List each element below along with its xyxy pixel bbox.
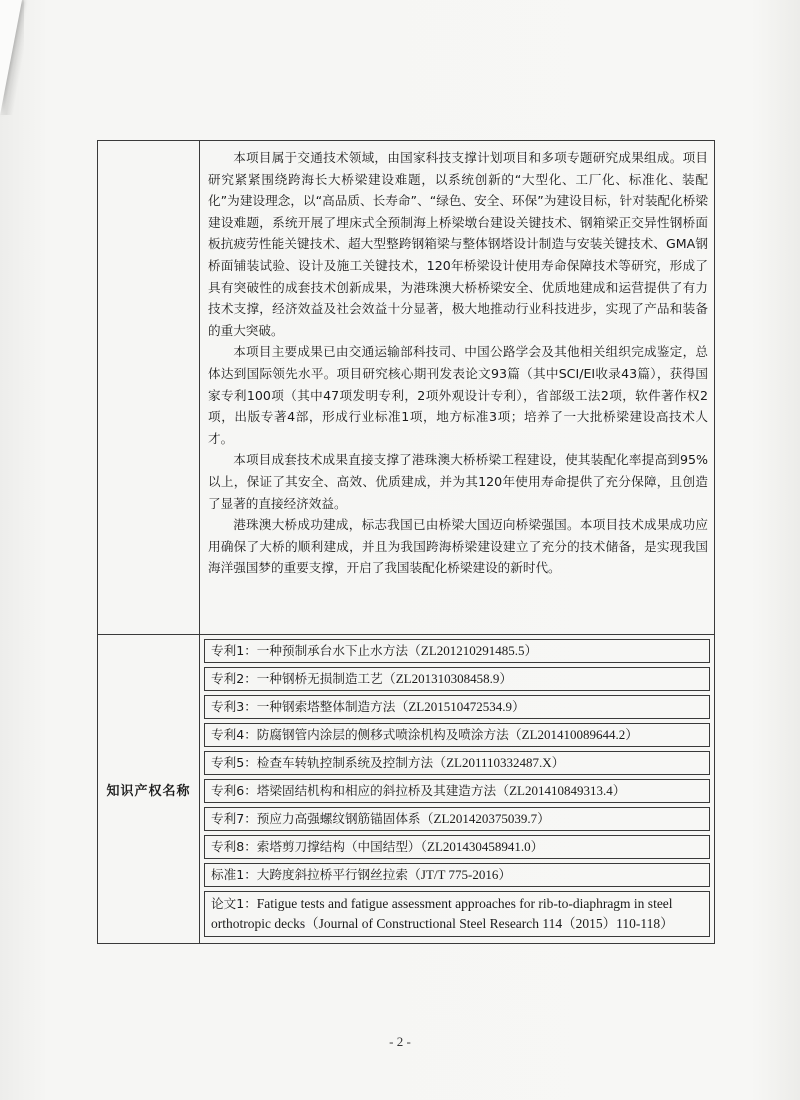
ip-item-title: 大跨度斜拉桥平行钢丝拉索	[256, 867, 408, 882]
ip-item-patent-4	[204, 723, 710, 747]
ip-item-patent-6	[204, 779, 710, 803]
ip-paper-text: Fatigue tests and fatigue assessment approaches for rib-to-diaphragm in steel orthotropic decks（Journal of Constructional Steel Research 114（2015）110-118）	[211, 896, 674, 931]
ip-item-number: （JT/T 775-2016）	[407, 867, 512, 882]
ip-item-prefix: 专利2：	[211, 671, 257, 686]
ip-item-standard-1	[204, 863, 710, 887]
ip-item-patent-3	[204, 695, 710, 719]
ip-item-title: 检查车转轨控制系统及控制方法	[256, 755, 434, 770]
ip-item-patent-2	[204, 667, 710, 691]
ip-list	[200, 635, 715, 944]
ip-item-patent-8	[204, 835, 710, 859]
page-number: - 2 -	[389, 1034, 411, 1049]
summary-paragraph-3: 本项目成套技术成果直接支撑了港珠澳大桥桥梁工程建设，使其装配化率提高到95%以上，保证了其安全、高效、优质建成，并为其120年使用寿命提供了充分保障，且创造了显著的直接经济效益。	[208, 452, 708, 511]
ip-item-prefix: 标准1：	[211, 867, 257, 882]
ip-item-patent-7	[204, 807, 710, 831]
project-info-table	[97, 140, 715, 944]
ip-item-title: 一种钢桥无损制造工艺	[256, 671, 383, 686]
ip-item-number: （ZL201110332487.X）	[433, 755, 565, 770]
ip-item-number: （ZL201210291485.5）	[407, 643, 538, 658]
ip-item-number: （ZL201510472534.9）	[395, 699, 525, 714]
ip-item-prefix: 专利3：	[211, 699, 257, 714]
ip-item-prefix: 专利1：	[211, 643, 257, 658]
ip-item-number: （ZL201430458941.0）	[420, 839, 544, 854]
ip-label: 知识产权名称	[98, 635, 200, 944]
ip-item-prefix: 专利5：	[211, 755, 257, 770]
ip-item-patent-5	[204, 751, 710, 775]
ip-item-title: 塔梁固结机构和相应的斜拉桥及其建造方法	[256, 783, 497, 798]
ip-item-prefix: 专利8：	[211, 839, 257, 854]
ip-row	[98, 635, 715, 944]
ip-item-title: 一种预制承台水下止水方法	[256, 643, 408, 658]
ip-item-number: （ZL201410849313.4）	[496, 783, 626, 798]
ip-item-prefix: 专利6：	[211, 783, 257, 798]
ip-item-title: 防腐钢管内涂层的侧移式喷涂机构及喷涂方法	[256, 727, 509, 742]
ip-item-patent-1	[204, 639, 710, 663]
page-corner-fold	[0, 0, 22, 115]
ip-item-number: （ZL201410089644.2）	[508, 727, 639, 742]
summary-content-cell	[200, 141, 715, 635]
ip-item-title: 一种钢索塔整体制造方法	[256, 699, 396, 714]
summary-row	[98, 141, 715, 635]
summary-label-cell	[98, 141, 200, 635]
ip-item-prefix: 专利7：	[211, 811, 257, 826]
ip-item-prefix: 专利4：	[211, 727, 257, 742]
summary-paragraph-2: 本项目主要成果已由交通运输部科技司、中国公路学会及其他相关组织完成鉴定，总体达到国际领先水平。项目研究核心期刊发表论文93篇（其中SCI/EI收录43篇），获得国家专利100项（其中47项发明专利，2项外观设计专利），省部级工法2项，软件著作权2项，出版专著4部，形成行业标准1项，地方标准3项；培养了一大批桥梁建设高技术人才。	[208, 344, 708, 446]
summary-paragraph-1: 本项目属于交通技术领域，由国家科技支撑计划项目和多项专题研究成果组成。项目研究紧紧围绕跨海长大桥梁建设难题，以系统创新的“大型化、工厂化、标准化、装配化”为建设理念，以“高品质、长寿命”、“绿色、安全、环保”为建设目标，针对装配化桥梁建设难题，系统开展了埋床式全预制海上桥梁墩台建设关键技术、钢箱梁正交异性钢桥面板抗疲劳性能关键技术、超大型整跨钢箱梁与整体钢塔设计制造与安装关键技术、GMA钢桥面铺装试验、设计及施工关键技术，120年桥梁设计使用寿命保障技术等研究，形成了具有突破性的成套技术创新成果，为港珠澳大桥桥梁安全、优质地建成和运营提供了有力技术支撑，经济效益及社会效益十分显著，极大地推动行业科技进步，实现了产品和装备的重大突破。	[208, 150, 708, 338]
ip-item-paper-1	[204, 891, 710, 937]
summary-paragraph-4: 港珠澳大桥成功建成，标志我国已由桥梁大国迈向桥梁强国。本项目技术成果成功应用确保了大桥的顺利建成，并且为我国跨海桥梁建设建立了充分的技术储备，是实现我国海洋强国梦的重要支撑，开启了我国装配化桥梁建设的新时代。	[208, 517, 708, 576]
ip-item-title: 预应力高强螺纹钢筋锚固体系	[256, 811, 421, 826]
ip-item-number: （ZL201420375039.7）	[420, 811, 551, 826]
ip-item-prefix: 论文1：	[211, 896, 257, 911]
ip-item-title: 索塔剪刀撑结构（中国结型）	[256, 839, 421, 854]
ip-item-number: （ZL201310308458.9）	[382, 671, 513, 686]
